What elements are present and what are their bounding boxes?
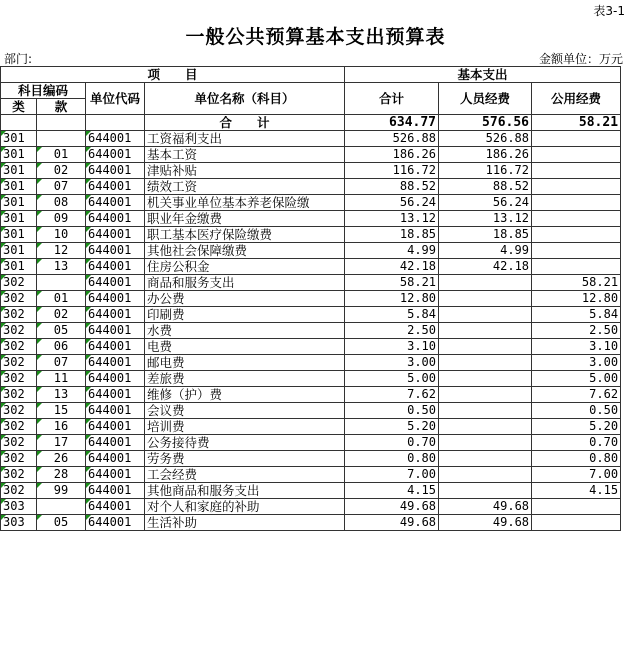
total-label: 合 计 (145, 115, 345, 131)
personnel-cell (439, 323, 532, 339)
lei-cell: 301 (1, 227, 37, 243)
unit-code-cell: 644001 (86, 195, 145, 211)
kuan-cell: 08 (37, 195, 86, 211)
personnel-cell (439, 371, 532, 387)
header-total: 合计 (345, 83, 439, 115)
lei-cell: 302 (1, 339, 37, 355)
total-cell: 88.52 (345, 179, 439, 195)
personnel-cell: 49.68 (439, 499, 532, 515)
kuan-cell: 26 (37, 451, 86, 467)
unit-code-cell: 644001 (86, 483, 145, 499)
unit-name-cell: 差旅费 (145, 371, 345, 387)
unit-name-cell: 培训费 (145, 419, 345, 435)
unit-code-cell: 644001 (86, 243, 145, 259)
kuan-cell: 16 (37, 419, 86, 435)
public-cell: 5.84 (532, 307, 621, 323)
unit-name-cell: 工会经费 (145, 467, 345, 483)
public-cell: 3.10 (532, 339, 621, 355)
kuan-cell: 06 (37, 339, 86, 355)
personnel-cell: 186.26 (439, 147, 532, 163)
table-row (1, 275, 621, 291)
kuan-cell: 11 (37, 371, 86, 387)
personnel-cell (439, 355, 532, 371)
table-row (1, 291, 621, 307)
lei-cell: 301 (1, 211, 37, 227)
table-row (1, 147, 621, 163)
amount-unit-label: 金额单位：万元 (538, 52, 623, 66)
public-cell: 7.00 (532, 467, 621, 483)
personnel-cell (439, 451, 532, 467)
public-cell: 12.80 (532, 291, 621, 307)
unit-name-cell: 工资福利支出 (145, 131, 345, 147)
unit-code-cell: 644001 (86, 163, 145, 179)
lei-cell: 302 (1, 355, 37, 371)
total-cell: 49.68 (345, 499, 439, 515)
personnel-cell (439, 387, 532, 403)
total-cell: 49.68 (345, 515, 439, 531)
table-row (1, 179, 621, 195)
public-cell (532, 131, 621, 147)
table-row (1, 371, 621, 387)
table-row (1, 211, 621, 227)
table-number: 表3-1 (593, 4, 625, 18)
personnel-cell (439, 339, 532, 355)
kuan-cell: 13 (37, 259, 86, 275)
total-cell: 0.50 (345, 403, 439, 419)
total-cell: 186.26 (345, 147, 439, 163)
personnel-cell: 116.72 (439, 163, 532, 179)
unit-name-cell: 水费 (145, 323, 345, 339)
total-cell: 13.12 (345, 211, 439, 227)
total-cell: 526.88 (345, 131, 439, 147)
table-row (1, 163, 621, 179)
header-subject-code: 科目编码 (1, 83, 86, 99)
unit-name-cell: 津贴补贴 (145, 163, 345, 179)
personnel-cell: 56.24 (439, 195, 532, 211)
table-row (1, 403, 621, 419)
kuan-cell: 01 (37, 147, 86, 163)
table-row (1, 483, 621, 499)
personnel-cell: 526.88 (439, 131, 532, 147)
unit-name-cell: 职工基本医疗保险缴费 (145, 227, 345, 243)
table-row (1, 515, 621, 531)
personnel-cell (439, 275, 532, 291)
unit-code-cell: 644001 (86, 131, 145, 147)
unit-code-cell: 644001 (86, 179, 145, 195)
total-code-cell (86, 115, 145, 131)
kuan-cell: 09 (37, 211, 86, 227)
unit-name-cell: 会议费 (145, 403, 345, 419)
unit-code-cell: 644001 (86, 291, 145, 307)
personnel-cell (439, 483, 532, 499)
unit-code-cell: 644001 (86, 499, 145, 515)
total-cell: 5.00 (345, 371, 439, 387)
header-basic-expenditure: 基本支出 (345, 67, 621, 83)
table-row (1, 131, 621, 147)
personnel-cell: 49.68 (439, 515, 532, 531)
total-cell: 7.62 (345, 387, 439, 403)
lei-cell: 302 (1, 275, 37, 291)
unit-code-cell: 644001 (86, 211, 145, 227)
unit-name-cell: 机关事业单位基本养老保险缴 (145, 195, 345, 211)
total-cell: 3.00 (345, 355, 439, 371)
table-row (1, 259, 621, 275)
public-cell (532, 227, 621, 243)
kuan-cell: 05 (37, 323, 86, 339)
kuan-cell: 07 (37, 179, 86, 195)
table-row (1, 435, 621, 451)
public-cell: 0.50 (532, 403, 621, 419)
unit-name-cell: 公务接待费 (145, 435, 345, 451)
total-lei-cell (1, 115, 37, 131)
personnel-cell (439, 403, 532, 419)
unit-code-cell: 644001 (86, 467, 145, 483)
public-cell: 4.15 (532, 483, 621, 499)
budget-table (0, 66, 621, 531)
total-personnel: 576.56 (439, 115, 532, 131)
public-cell (532, 195, 621, 211)
header-unit-code: 单位代码 (86, 83, 145, 115)
table-row (1, 243, 621, 259)
unit-name-cell: 住房公积金 (145, 259, 345, 275)
table-row (1, 451, 621, 467)
personnel-cell: 42.18 (439, 259, 532, 275)
personnel-cell: 4.99 (439, 243, 532, 259)
unit-code-cell: 644001 (86, 387, 145, 403)
table-row (1, 339, 621, 355)
unit-name-cell: 生活补助 (145, 515, 345, 531)
unit-name-cell: 基本工资 (145, 147, 345, 163)
unit-code-cell: 644001 (86, 339, 145, 355)
lei-cell: 303 (1, 515, 37, 531)
total-cell: 4.99 (345, 243, 439, 259)
unit-name-cell: 对个人和家庭的补助 (145, 499, 345, 515)
lei-cell: 301 (1, 147, 37, 163)
lei-cell: 302 (1, 387, 37, 403)
lei-cell: 301 (1, 163, 37, 179)
unit-code-cell: 644001 (86, 435, 145, 451)
total-cell: 5.84 (345, 307, 439, 323)
unit-name-cell: 其他商品和服务支出 (145, 483, 345, 499)
unit-name-cell: 邮电费 (145, 355, 345, 371)
lei-cell: 302 (1, 483, 37, 499)
personnel-cell: 18.85 (439, 227, 532, 243)
public-cell: 7.62 (532, 387, 621, 403)
unit-code-cell: 644001 (86, 451, 145, 467)
unit-name-cell: 印刷费 (145, 307, 345, 323)
public-cell: 0.80 (532, 451, 621, 467)
kuan-cell: 10 (37, 227, 86, 243)
header-public: 公用经费 (532, 83, 621, 115)
public-cell: 5.00 (532, 371, 621, 387)
public-cell (532, 211, 621, 227)
unit-name-cell: 维修（护）费 (145, 387, 345, 403)
total-cell: 116.72 (345, 163, 439, 179)
unit-code-cell: 644001 (86, 419, 145, 435)
table-row (1, 307, 621, 323)
public-cell (532, 179, 621, 195)
personnel-cell: 13.12 (439, 211, 532, 227)
table-row (1, 467, 621, 483)
personnel-cell: 88.52 (439, 179, 532, 195)
total-cell: 42.18 (345, 259, 439, 275)
table-row (1, 355, 621, 371)
lei-cell: 302 (1, 371, 37, 387)
personnel-cell (439, 435, 532, 451)
total-cell: 0.80 (345, 451, 439, 467)
public-cell (532, 259, 621, 275)
kuan-cell: 28 (37, 467, 86, 483)
lei-cell: 301 (1, 195, 37, 211)
lei-cell: 302 (1, 419, 37, 435)
public-cell: 0.70 (532, 435, 621, 451)
unit-code-cell: 644001 (86, 403, 145, 419)
total-cell: 5.20 (345, 419, 439, 435)
lei-cell: 302 (1, 323, 37, 339)
public-cell: 58.21 (532, 275, 621, 291)
total-cell: 4.15 (345, 483, 439, 499)
kuan-cell: 01 (37, 291, 86, 307)
lei-cell: 302 (1, 291, 37, 307)
header-kuan: 款 (37, 99, 86, 115)
lei-cell: 301 (1, 259, 37, 275)
lei-cell: 302 (1, 403, 37, 419)
unit-name-cell: 电费 (145, 339, 345, 355)
unit-code-cell: 644001 (86, 275, 145, 291)
unit-code-cell: 644001 (86, 371, 145, 387)
public-cell (532, 163, 621, 179)
lei-cell: 301 (1, 131, 37, 147)
unit-code-cell: 644001 (86, 515, 145, 531)
total-public: 58.21 (532, 115, 621, 131)
kuan-cell: 15 (37, 403, 86, 419)
total-cell: 58.21 (345, 275, 439, 291)
kuan-cell: 17 (37, 435, 86, 451)
table-row (1, 499, 621, 515)
public-cell (532, 499, 621, 515)
kuan-cell: 13 (37, 387, 86, 403)
public-cell: 2.50 (532, 323, 621, 339)
header-item: 项 目 (1, 67, 345, 83)
total-row (1, 115, 621, 131)
kuan-cell (37, 499, 86, 515)
unit-name-cell: 职业年金缴费 (145, 211, 345, 227)
total-cell: 7.00 (345, 467, 439, 483)
public-cell (532, 515, 621, 531)
unit-code-cell: 644001 (86, 323, 145, 339)
table-row (1, 419, 621, 435)
unit-name-cell: 劳务费 (145, 451, 345, 467)
personnel-cell (439, 419, 532, 435)
kuan-cell (37, 275, 86, 291)
kuan-cell: 05 (37, 515, 86, 531)
personnel-cell (439, 467, 532, 483)
header-unit-name: 单位名称（科目） (145, 83, 345, 115)
unit-name-cell: 绩效工资 (145, 179, 345, 195)
public-cell (532, 243, 621, 259)
total-cell: 0.70 (345, 435, 439, 451)
kuan-cell: 02 (37, 163, 86, 179)
kuan-cell: 99 (37, 483, 86, 499)
unit-code-cell: 644001 (86, 259, 145, 275)
kuan-cell: 02 (37, 307, 86, 323)
department-label: 部门: (4, 52, 33, 66)
total-cell: 2.50 (345, 323, 439, 339)
table-row (1, 387, 621, 403)
total-cell: 3.10 (345, 339, 439, 355)
table-row (1, 227, 621, 243)
kuan-cell: 12 (37, 243, 86, 259)
public-cell: 3.00 (532, 355, 621, 371)
page-title: 一般公共预算基本支出预算表 (185, 26, 446, 48)
lei-cell: 301 (1, 243, 37, 259)
lei-cell: 302 (1, 435, 37, 451)
unit-code-cell: 644001 (86, 227, 145, 243)
total-cell: 12.80 (345, 291, 439, 307)
public-cell (532, 147, 621, 163)
lei-cell: 302 (1, 451, 37, 467)
table-row (1, 195, 621, 211)
personnel-cell (439, 307, 532, 323)
lei-cell: 302 (1, 307, 37, 323)
unit-name-cell: 办公费 (145, 291, 345, 307)
unit-name-cell: 其他社会保障缴费 (145, 243, 345, 259)
total-cell: 18.85 (345, 227, 439, 243)
total-cell: 56.24 (345, 195, 439, 211)
table-row (1, 323, 621, 339)
kuan-cell: 07 (37, 355, 86, 371)
total-amount: 634.77 (345, 115, 439, 131)
personnel-cell (439, 291, 532, 307)
lei-cell: 303 (1, 499, 37, 515)
unit-name-cell: 商品和服务支出 (145, 275, 345, 291)
unit-code-cell: 644001 (86, 355, 145, 371)
unit-code-cell: 644001 (86, 147, 145, 163)
total-kuan-cell (37, 115, 86, 131)
kuan-cell (37, 131, 86, 147)
unit-code-cell: 644001 (86, 307, 145, 323)
header-lei: 类 (1, 99, 37, 115)
lei-cell: 301 (1, 179, 37, 195)
lei-cell: 302 (1, 467, 37, 483)
header-personnel: 人员经费 (439, 83, 532, 115)
public-cell: 5.20 (532, 419, 621, 435)
